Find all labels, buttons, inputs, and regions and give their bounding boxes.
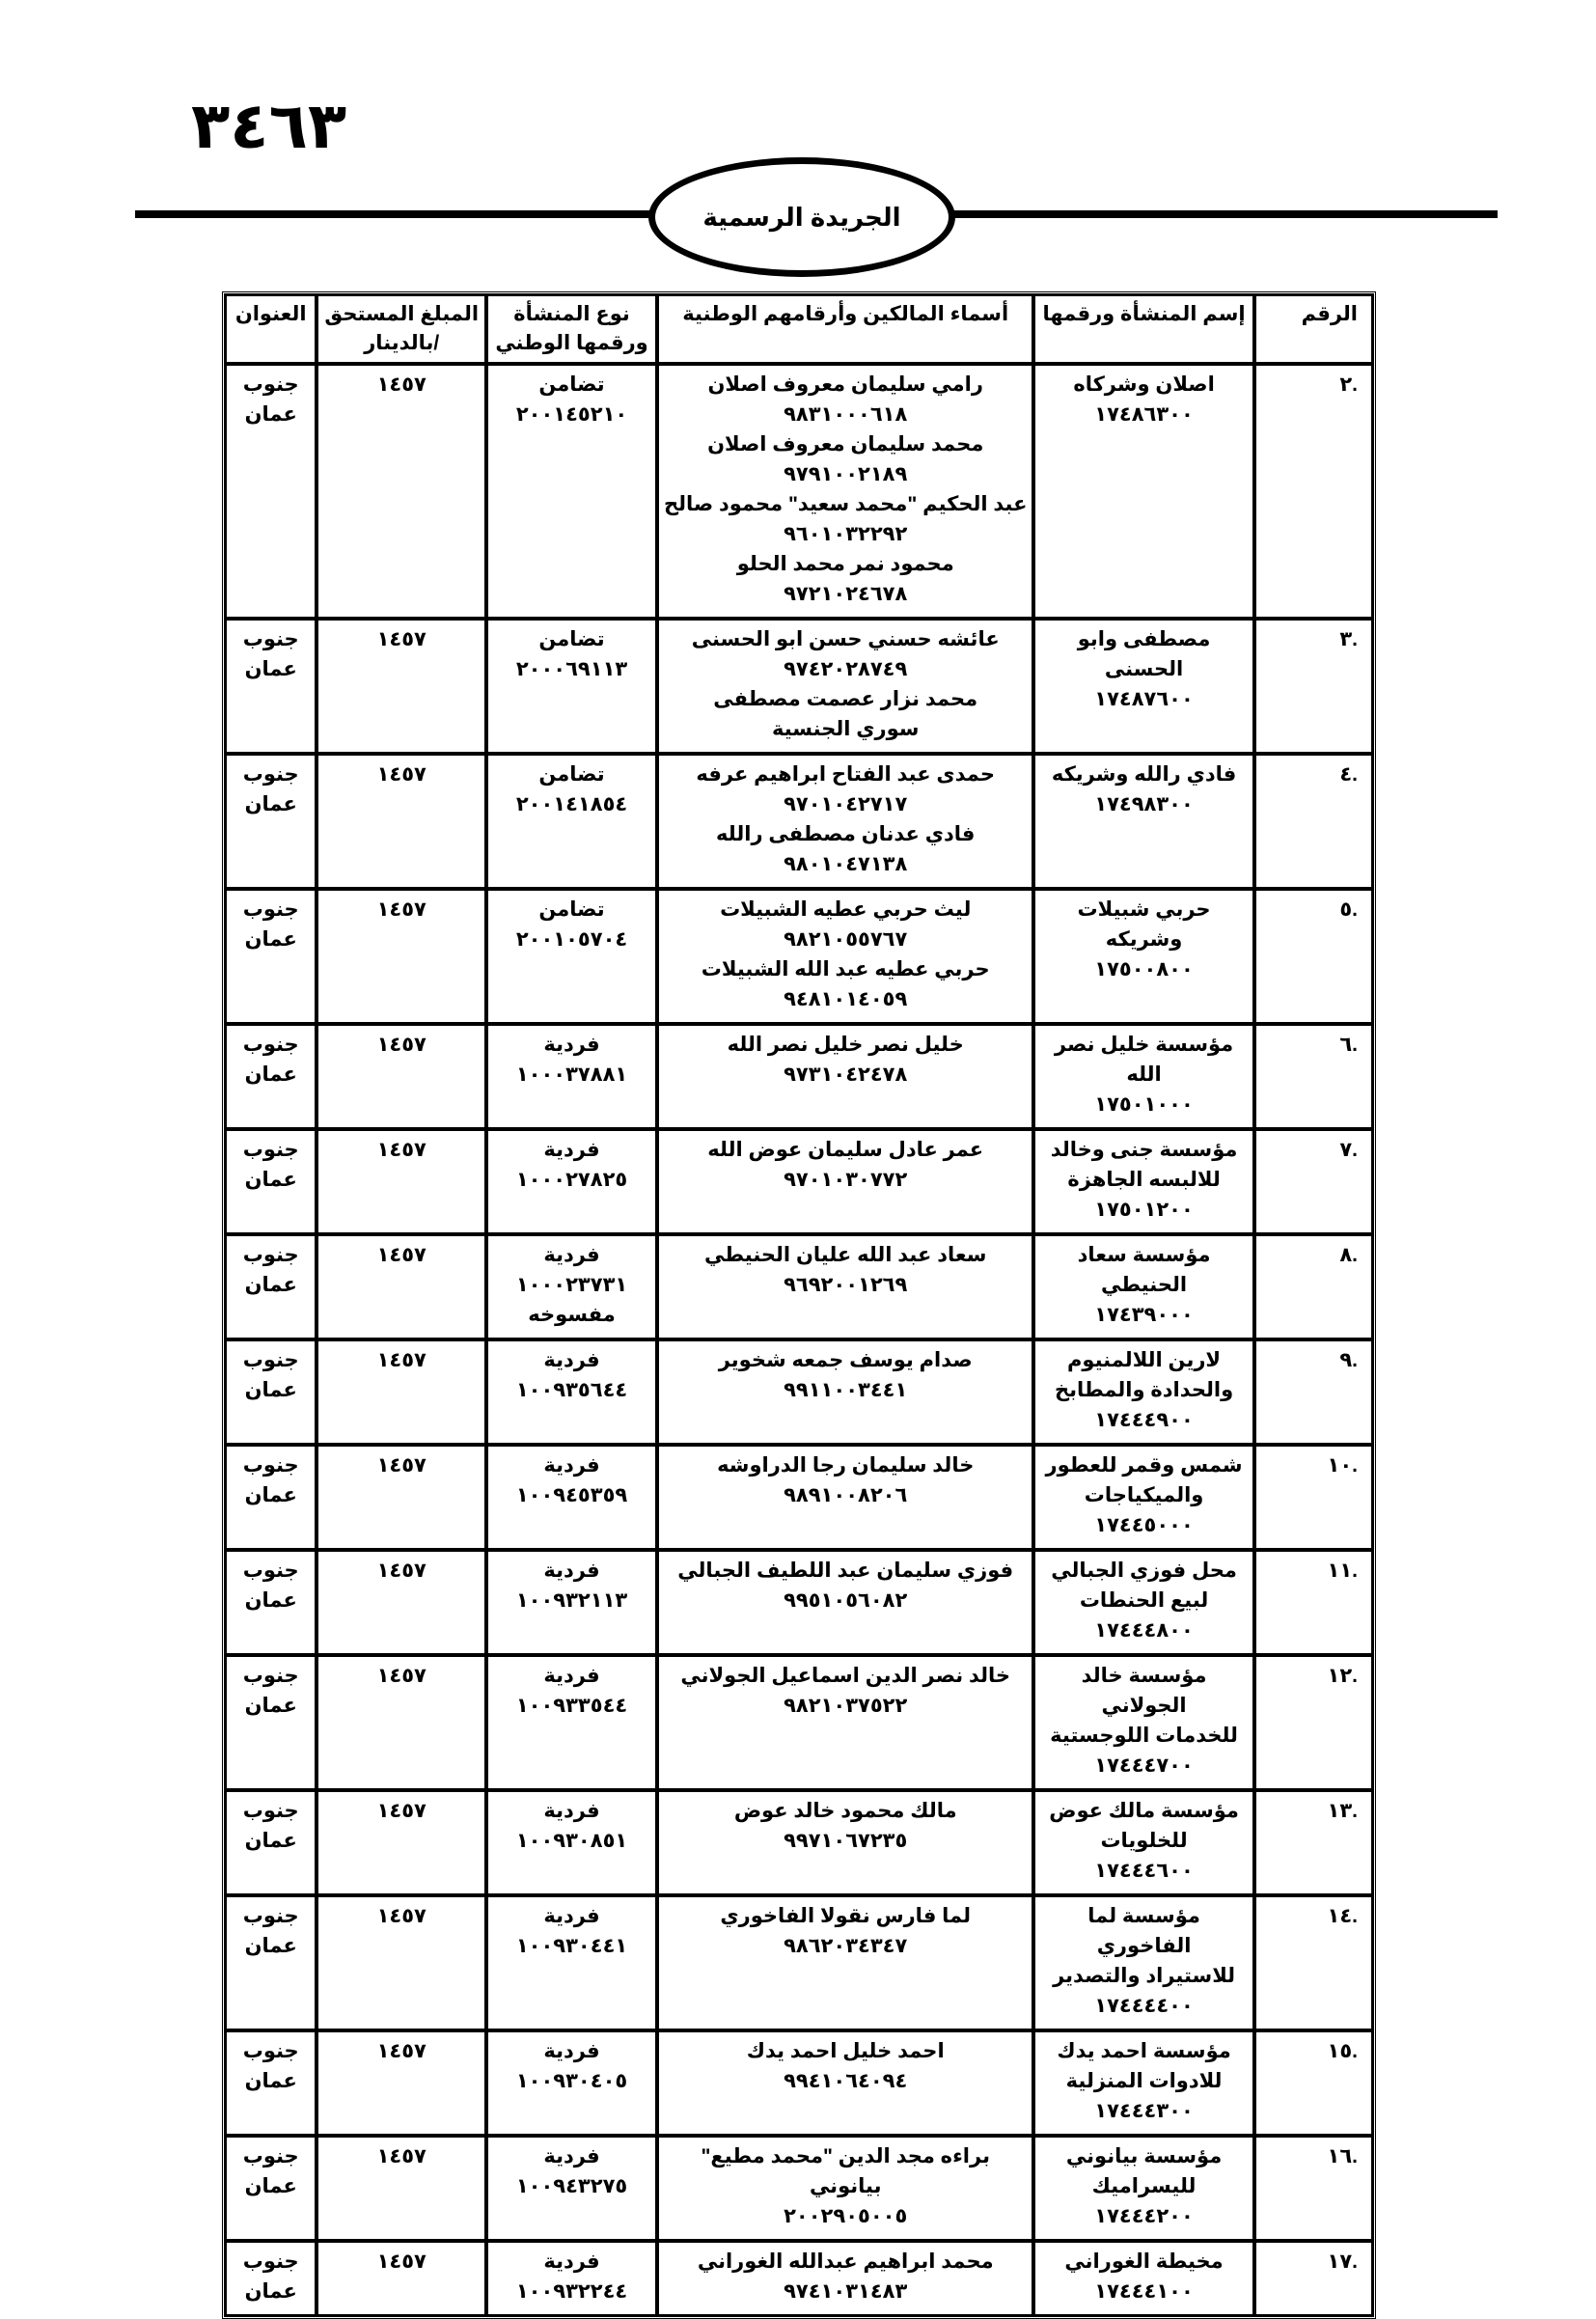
company-cell bbox=[1033, 1895, 1253, 2030]
address-line: عمان bbox=[244, 1589, 297, 1612]
amount-cell: ١٤٥٧ bbox=[316, 1445, 486, 1550]
owners-cell bbox=[657, 1445, 1033, 1550]
owners-line: محمد سليمان معروف اصلان bbox=[707, 433, 984, 456]
address-line: عمان bbox=[244, 2070, 297, 2092]
address-cell bbox=[225, 2241, 316, 2316]
header-owners: أسماء المالكين وأرقامهم الوطنية bbox=[657, 294, 1033, 364]
table-row bbox=[225, 1129, 1373, 1234]
type-cell bbox=[486, 1024, 657, 1129]
company-line: ١٧٤٨٦٣٠٠ bbox=[1094, 403, 1194, 426]
amount-cell: ١٤٥٧ bbox=[316, 2030, 486, 2136]
table-row bbox=[225, 2030, 1373, 2136]
type-cell bbox=[486, 1550, 657, 1655]
company-line: ١٧٤٤٤٣٠٠ bbox=[1094, 2100, 1194, 2122]
owners-cell bbox=[657, 1129, 1033, 1234]
owners-line: احمد خليل احمد يدك bbox=[746, 2040, 945, 2062]
type-line: تضامن bbox=[538, 628, 605, 650]
owners-line: ٩٩٥١٠٥٦٠٨٢ bbox=[784, 1589, 908, 1612]
type-line: تضامن bbox=[538, 373, 605, 396]
type-line: ١٠٠٠٢٣٧٣١ bbox=[515, 1274, 628, 1296]
owners-line: رامي سليمان معروف اصلان bbox=[707, 373, 983, 396]
type-line: ١٠٠٩٣٠٨٥١ bbox=[515, 1830, 628, 1852]
row-number: .٢ bbox=[1254, 364, 1373, 619]
type-line: تضامن bbox=[538, 898, 605, 921]
owners-line: ٩٧٤٢٠٢٨٧٤٩ bbox=[784, 658, 908, 680]
company-line: مؤسسة خليل نصر الله bbox=[1054, 1034, 1234, 1086]
amount-cell: ١٤٥٧ bbox=[316, 2136, 486, 2241]
type-cell bbox=[486, 1895, 657, 2030]
owners-line: لما فارس نقولا الفاخوري bbox=[720, 1905, 971, 1927]
owners-cell bbox=[657, 1655, 1033, 1790]
owners-line: ٩٧٩١٠٠٢١٨٩ bbox=[784, 463, 908, 485]
company-line: والحدادة والمطابخ bbox=[1054, 1379, 1234, 1401]
address-cell bbox=[225, 1024, 316, 1129]
company-line: للخدمات اللوجستية bbox=[1050, 1725, 1238, 1747]
type-cell bbox=[486, 1129, 657, 1234]
owners-line: خالد نصر الدين اسماعيل الجولاني bbox=[680, 1665, 1011, 1687]
owners-line: ٩٨٢١٠٣٧٥٢٢ bbox=[784, 1695, 908, 1717]
company-cell bbox=[1033, 1339, 1253, 1445]
amount-cell: ١٤٥٧ bbox=[316, 1234, 486, 1339]
table-body bbox=[225, 364, 1373, 2316]
owners-cell bbox=[657, 2030, 1033, 2136]
owners-line: خليل نصر خليل نصر الله bbox=[727, 1034, 964, 1056]
company-line: حربي شبيلات bbox=[1077, 898, 1211, 921]
row-number: .٤ bbox=[1254, 754, 1373, 889]
type-line: ٢٠٠١٠٥٧٠٤ bbox=[515, 928, 628, 951]
companies-table bbox=[222, 291, 1376, 2319]
row-number: .١٣ bbox=[1254, 1790, 1373, 1895]
company-line: مخيطة الغوراني bbox=[1064, 2250, 1224, 2273]
owners-line: ٩٧٤١٠٣١٤٨٣ bbox=[784, 2280, 908, 2303]
owners-line: ٩٨٣١٠٠٠٦١٨ bbox=[784, 403, 908, 426]
company-cell bbox=[1033, 364, 1253, 619]
row-number: .٦ bbox=[1254, 1024, 1373, 1129]
company-line: شمس وقمر للعطور bbox=[1045, 1454, 1243, 1477]
owners-cell bbox=[657, 889, 1033, 1024]
row-number: .١٦ bbox=[1254, 2136, 1373, 2241]
type-line: ٢٠٠١٤١٨٥٤ bbox=[515, 793, 628, 815]
address-cell bbox=[225, 754, 316, 889]
company-line: ١٧٤٩٨٣٠٠ bbox=[1094, 793, 1194, 815]
owners-line: فوزي سليمان عبد اللطيف الجبالي bbox=[677, 1560, 1014, 1582]
company-cell bbox=[1033, 1790, 1253, 1895]
owners-line: ٩٦٩٢٠٠١٢٦٩ bbox=[784, 1274, 908, 1296]
type-line: فردية bbox=[543, 1349, 600, 1371]
address-cell bbox=[225, 1129, 316, 1234]
owners-line: محمد ابراهيم عبدالله الغوراني bbox=[697, 2250, 994, 2273]
address-line: عمان bbox=[244, 1935, 297, 1957]
header-num: الرقم bbox=[1254, 294, 1373, 364]
type-line: ١٠٠٩٤٣٢٧٥ bbox=[515, 2175, 628, 2197]
type-cell bbox=[486, 1445, 657, 1550]
company-line: لليسراميك bbox=[1091, 2175, 1197, 2197]
owners-line: ٩٧٠١٠٤٢٧١٧ bbox=[784, 793, 908, 815]
type-line: ١٠٠٩٣٢٢٤٤ bbox=[515, 2280, 628, 2303]
table-row bbox=[225, 1655, 1373, 1790]
address-cell bbox=[225, 1234, 316, 1339]
amount-cell: ١٤٥٧ bbox=[316, 2241, 486, 2316]
header-type: نوع المنشأة ورقمها الوطني bbox=[486, 294, 657, 364]
type-cell bbox=[486, 364, 657, 619]
type-line: ١٠٠٠٣٧٨٨١ bbox=[515, 1063, 628, 1086]
row-number: .٩ bbox=[1254, 1339, 1373, 1445]
type-line: فردية bbox=[543, 2040, 600, 2062]
owners-line: ٩٧٠١٠٣٠٧٧٢ bbox=[784, 1169, 908, 1191]
company-cell bbox=[1033, 1655, 1253, 1790]
header-company: إسم المنشأة ورقمها bbox=[1033, 294, 1253, 364]
owners-line: سعاد عبد الله عليان الحنيطي bbox=[704, 1244, 987, 1266]
company-line: للالبسه الجاهزة bbox=[1067, 1169, 1221, 1191]
company-line: لارين اللالمنيوم bbox=[1067, 1349, 1222, 1371]
amount-cell: ١٤٥٧ bbox=[316, 1129, 486, 1234]
type-line: فردية bbox=[543, 2145, 600, 2167]
address-cell bbox=[225, 1550, 316, 1655]
row-number: .٥ bbox=[1254, 889, 1373, 1024]
address-cell bbox=[225, 364, 316, 619]
owners-line: ٩٨٦٢٠٣٤٣٤٧ bbox=[784, 1935, 908, 1957]
type-cell bbox=[486, 619, 657, 754]
gazette-title-oval bbox=[648, 157, 955, 277]
table-header-row bbox=[225, 294, 1373, 364]
page-number: ٣٤٦٣ bbox=[191, 90, 347, 161]
owners-line: مالك محمود خالد عوض bbox=[733, 1800, 957, 1822]
address-line: عمان bbox=[244, 1063, 297, 1086]
row-number: .١٢ bbox=[1254, 1655, 1373, 1790]
address-cell bbox=[225, 1339, 316, 1445]
address-line: جنوب bbox=[242, 1034, 299, 1056]
address-cell bbox=[225, 1790, 316, 1895]
company-line: ١٧٤٤٥٠٠٠ bbox=[1094, 1514, 1194, 1536]
type-line: ٢٠٠٠٦٩١١٣ bbox=[515, 658, 628, 680]
company-cell bbox=[1033, 1445, 1253, 1550]
table-row bbox=[225, 619, 1373, 754]
company-line: مؤسسة جنى وخالد bbox=[1050, 1139, 1238, 1161]
company-line: ١٧٤٤٤١٠٠ bbox=[1094, 2280, 1194, 2303]
owners-line: سوري الجنسية bbox=[771, 718, 920, 740]
address-line: عمان bbox=[244, 1379, 297, 1401]
owners-line: ٩٩٧١٠٦٧٢٣٥ bbox=[784, 1830, 908, 1852]
row-number: .٨ bbox=[1254, 1234, 1373, 1339]
address-line: جنوب bbox=[242, 2040, 299, 2062]
table-row bbox=[225, 1895, 1373, 2030]
owners-line: عائشه حسني حسن ابو الحسنى bbox=[691, 628, 1000, 650]
address-cell bbox=[225, 1655, 316, 1790]
amount-cell: ١٤٥٧ bbox=[316, 754, 486, 889]
type-line: ٢٠٠١٤٥٢١٠ bbox=[515, 403, 628, 426]
table-row bbox=[225, 889, 1373, 1024]
row-number: .١٠ bbox=[1254, 1445, 1373, 1550]
owners-line: ٩٧٢١٠٢٤٦٧٨ bbox=[784, 583, 908, 605]
address-line: عمان bbox=[244, 2175, 297, 2197]
address-line: عمان bbox=[244, 1830, 297, 1852]
type-line: فردية bbox=[543, 1244, 600, 1266]
company-cell bbox=[1033, 889, 1253, 1024]
type-cell bbox=[486, 754, 657, 889]
header-amount: المبلغ المستحق /بالدينار bbox=[316, 294, 486, 364]
company-line: وشريكه bbox=[1105, 928, 1183, 951]
company-line: محل فوزي الجبالي bbox=[1051, 1560, 1237, 1582]
table-row bbox=[225, 2136, 1373, 2241]
company-cell bbox=[1033, 1550, 1253, 1655]
amount-cell: ١٤٥٧ bbox=[316, 1655, 486, 1790]
row-number: .١٥ bbox=[1254, 2030, 1373, 2136]
address-line: جنوب bbox=[242, 1139, 299, 1161]
address-line: عمان bbox=[244, 2280, 297, 2303]
address-line: جنوب bbox=[242, 898, 299, 921]
owners-line: صدام يوسف جمعه شخوير bbox=[718, 1349, 973, 1371]
address-line: جنوب bbox=[242, 2145, 299, 2167]
type-cell bbox=[486, 2136, 657, 2241]
row-number: .١٤ bbox=[1254, 1895, 1373, 2030]
address-line: جنوب bbox=[242, 628, 299, 650]
company-line: لبيع الحنطات bbox=[1079, 1589, 1209, 1612]
owners-cell bbox=[657, 1550, 1033, 1655]
amount-cell: ١٤٥٧ bbox=[316, 1339, 486, 1445]
owners-line: ٩٨٠١٠٤٧١٣٨ bbox=[784, 853, 908, 875]
table-row bbox=[225, 754, 1373, 889]
type-cell bbox=[486, 1339, 657, 1445]
company-line: للادوات المنزلية bbox=[1065, 2070, 1223, 2092]
company-line: مؤسسة احمد يدك bbox=[1057, 2040, 1231, 2062]
type-line: فردية bbox=[543, 1905, 600, 1927]
type-cell bbox=[486, 889, 657, 1024]
owners-line: محمود نمر محمد الحلو bbox=[736, 553, 954, 575]
company-line: والميكياجات bbox=[1084, 1484, 1204, 1506]
address-cell bbox=[225, 619, 316, 754]
owners-cell bbox=[657, 1024, 1033, 1129]
owners-line: ٩٩١١٠٠٣٤٤١ bbox=[784, 1379, 908, 1401]
company-line: للخلويات bbox=[1100, 1830, 1188, 1852]
company-cell bbox=[1033, 1024, 1253, 1129]
amount-cell: ١٤٥٧ bbox=[316, 364, 486, 619]
address-line: عمان bbox=[244, 793, 297, 815]
company-cell bbox=[1033, 1234, 1253, 1339]
address-line: جنوب bbox=[242, 1454, 299, 1477]
table-row bbox=[225, 1550, 1373, 1655]
address-line: جنوب bbox=[242, 1905, 299, 1927]
address-line: عمان bbox=[244, 658, 297, 680]
company-line: ١٧٤٤٤٤٠٠ bbox=[1094, 1995, 1194, 2017]
row-number: .١١ bbox=[1254, 1550, 1373, 1655]
type-line: ١٠٠٩٣٠٤٠٥ bbox=[515, 2070, 628, 2092]
company-cell bbox=[1033, 1129, 1253, 1234]
company-line: ١٧٥٠١٠٠٠ bbox=[1094, 1093, 1194, 1116]
company-line: ١٧٤٤٤٧٠٠ bbox=[1094, 1754, 1194, 1777]
company-line: مؤسسة سعاد الحنيطي bbox=[1077, 1244, 1211, 1296]
table-row bbox=[225, 1445, 1373, 1550]
owners-line: ٩٩٤١٠٦٤٠٩٤ bbox=[784, 2070, 908, 2092]
address-cell bbox=[225, 889, 316, 1024]
type-line: ١٠٠٩٣٣٥٤٤ bbox=[515, 1695, 628, 1717]
type-line: فردية bbox=[543, 1034, 600, 1056]
type-line: مفسوخه bbox=[528, 1304, 616, 1326]
address-line: عمان bbox=[244, 928, 297, 951]
type-line: فردية bbox=[543, 1800, 600, 1822]
amount-cell: ١٤٥٧ bbox=[316, 1790, 486, 1895]
company-line: ١٧٤٣٩٠٠٠ bbox=[1094, 1304, 1194, 1326]
type-line: فردية bbox=[543, 1454, 600, 1477]
owners-line: فادي عدنان مصطفى رالله bbox=[716, 823, 976, 845]
owners-cell bbox=[657, 1234, 1033, 1339]
owners-line: ٩٧٣١٠٤٢٤٧٨ bbox=[784, 1063, 908, 1086]
owners-cell bbox=[657, 619, 1033, 754]
type-line: فردية bbox=[543, 1665, 600, 1687]
type-line: فردية bbox=[543, 1139, 600, 1161]
owners-line: ٢٠٠٢٩٠٥٠٠٥ bbox=[784, 2205, 908, 2227]
company-line: مؤسسة بيانوني bbox=[1065, 2145, 1223, 2167]
type-line: فردية bbox=[543, 1560, 600, 1582]
company-cell bbox=[1033, 2136, 1253, 2241]
row-number: .٣ bbox=[1254, 619, 1373, 754]
address-line: جنوب bbox=[242, 1665, 299, 1687]
table-row bbox=[225, 2241, 1373, 2316]
owners-line: محمد نزار عصمت مصطفى bbox=[713, 688, 978, 710]
owners-cell bbox=[657, 2241, 1033, 2316]
type-cell bbox=[486, 1234, 657, 1339]
owners-cell bbox=[657, 1895, 1033, 2030]
owners-cell bbox=[657, 364, 1033, 619]
owners-cell bbox=[657, 2136, 1033, 2241]
type-cell bbox=[486, 2241, 657, 2316]
company-line: مؤسسة مالك عوض bbox=[1049, 1800, 1239, 1822]
company-line: ١٧٤٤٤٨٠٠ bbox=[1094, 1619, 1194, 1642]
address-line: عمان bbox=[244, 1484, 297, 1506]
type-cell bbox=[486, 2030, 657, 2136]
type-cell bbox=[486, 1655, 657, 1790]
owners-line: ليث حربي عطيه الشبيلات bbox=[720, 898, 972, 921]
owners-line: عمر عادل سليمان عوض الله bbox=[707, 1139, 984, 1161]
company-line: ١٧٤٤٤٩٠٠ bbox=[1094, 1409, 1194, 1431]
company-line: ١٧٥٠٠٨٠٠ bbox=[1094, 958, 1194, 980]
owners-line: حمدى عبد الفتاح ابراهيم عرفه bbox=[696, 763, 996, 786]
row-number: .٧ bbox=[1254, 1129, 1373, 1234]
owners-line: عبد الحكيم "محمد سعيد" محمود صالح bbox=[663, 493, 1028, 515]
type-line: ١٠٠٩٣٥٦٤٤ bbox=[515, 1379, 628, 1401]
company-line: مؤسسة خالد الجولاني bbox=[1081, 1665, 1207, 1717]
address-cell bbox=[225, 2030, 316, 2136]
amount-cell: ١٤٥٧ bbox=[316, 889, 486, 1024]
company-line: مؤسسة لما الفاخوري bbox=[1087, 1905, 1200, 1957]
company-line: ١٧٥٠١٢٠٠ bbox=[1094, 1199, 1194, 1221]
address-line: جنوب bbox=[242, 1244, 299, 1266]
owners-cell bbox=[657, 1790, 1033, 1895]
address-line: جنوب bbox=[242, 1349, 299, 1371]
table-row bbox=[225, 364, 1373, 619]
address-cell bbox=[225, 2136, 316, 2241]
table-row bbox=[225, 1790, 1373, 1895]
address-line: جنوب bbox=[242, 2250, 299, 2273]
address-line: جنوب bbox=[242, 1800, 299, 1822]
table-row bbox=[225, 1024, 1373, 1129]
amount-cell: ١٤٥٧ bbox=[316, 619, 486, 754]
company-line: ١٧٤٨٧٦٠٠ bbox=[1094, 688, 1194, 710]
company-cell bbox=[1033, 754, 1253, 889]
address-cell bbox=[225, 1445, 316, 1550]
amount-cell: ١٤٥٧ bbox=[316, 1024, 486, 1129]
company-line: ١٧٤٤٤٦٠٠ bbox=[1094, 1860, 1194, 1882]
owners-cell bbox=[657, 754, 1033, 889]
address-line: عمان bbox=[244, 1169, 297, 1191]
type-line: ١٠٠٩٣٠٤٤١ bbox=[515, 1935, 628, 1957]
company-cell bbox=[1033, 619, 1253, 754]
header-address: العنوان bbox=[225, 294, 316, 364]
address-line: جنوب bbox=[242, 1560, 299, 1582]
company-cell bbox=[1033, 2030, 1253, 2136]
company-cell bbox=[1033, 2241, 1253, 2316]
type-cell bbox=[486, 1790, 657, 1895]
address-cell bbox=[225, 1895, 316, 2030]
type-line: تضامن bbox=[538, 763, 605, 786]
gazette-title: الجريدة الرسمية bbox=[702, 202, 901, 232]
type-line: ١٠٠٩٤٥٣٥٩ bbox=[515, 1484, 628, 1506]
owners-line: خالد سليمان رجا الدراوشه bbox=[717, 1454, 975, 1477]
owners-cell bbox=[657, 1339, 1033, 1445]
amount-cell: ١٤٥٧ bbox=[316, 1895, 486, 2030]
address-line: عمان bbox=[244, 403, 297, 426]
owners-line: ٩٨٩١٠٠٨٢٠٦ bbox=[784, 1484, 908, 1506]
type-line: ١٠٠٩٣٢١١٣ bbox=[515, 1589, 628, 1612]
address-line: جنوب bbox=[242, 373, 299, 396]
row-number: .١٧ bbox=[1254, 2241, 1373, 2316]
company-line: اصلان وشركاه bbox=[1073, 373, 1215, 396]
address-line: جنوب bbox=[242, 763, 299, 786]
address-line: عمان bbox=[244, 1274, 297, 1296]
company-line: فادي رالله وشريكه bbox=[1051, 763, 1237, 786]
company-line: ١٧٤٤٤٢٠٠ bbox=[1094, 2205, 1194, 2227]
amount-cell: ١٤٥٧ bbox=[316, 1550, 486, 1655]
company-line: مصطفى وابو الحسنى bbox=[1077, 628, 1211, 680]
company-line: للاستيراد والتصدير bbox=[1053, 1965, 1236, 1987]
owners-line: ٩٨٢١٠٥٥٧٦٧ bbox=[784, 928, 908, 951]
owners-line: ٩٤٨١٠١٤٠٥٩ bbox=[784, 988, 908, 1010]
owners-line: براءه مجد الدين "محمد مطيع" بيانوني bbox=[701, 2145, 990, 2197]
table-row bbox=[225, 1234, 1373, 1339]
owners-line: ٩٦٠١٠٣٢٢٩٢ bbox=[784, 523, 908, 545]
address-line: عمان bbox=[244, 1695, 297, 1717]
type-line: ١٠٠٠٢٧٨٢٥ bbox=[515, 1169, 628, 1191]
owners-line: حربي عطيه عبد الله الشبيلات bbox=[701, 958, 990, 980]
type-line: فردية bbox=[543, 2250, 600, 2273]
table-row bbox=[225, 1339, 1373, 1445]
